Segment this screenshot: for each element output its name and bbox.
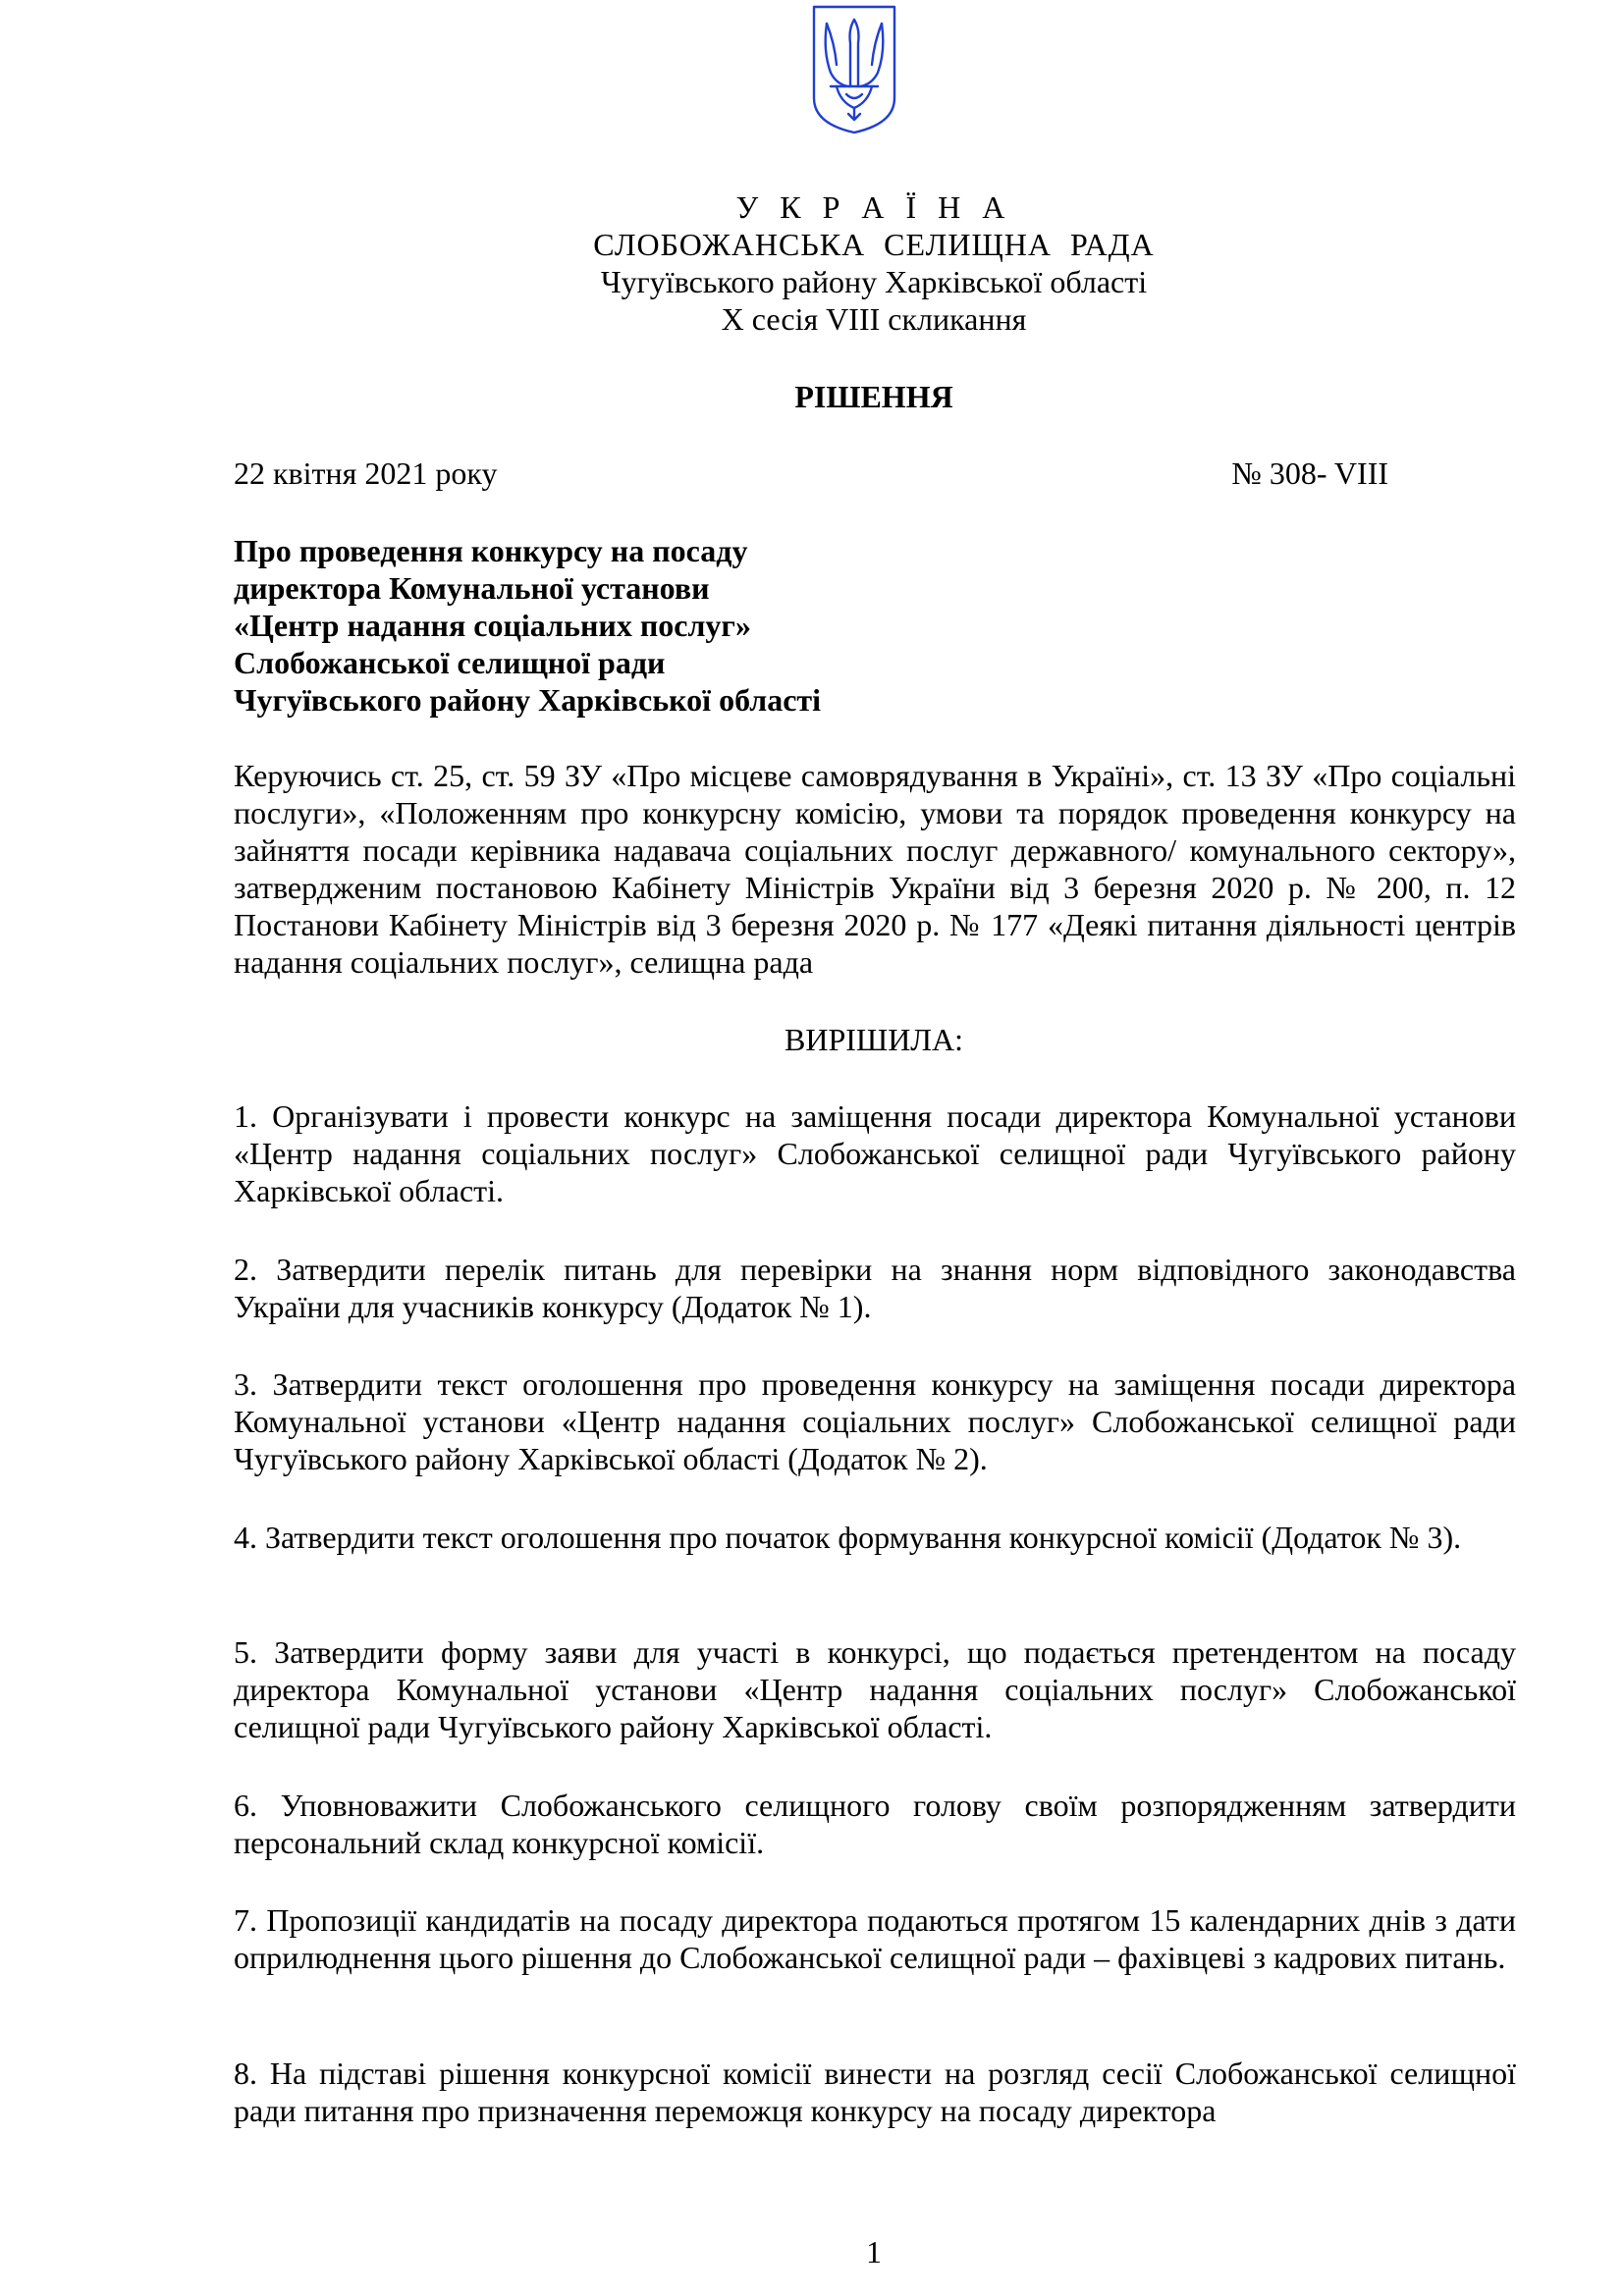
ukraine-trident-icon xyxy=(811,4,897,135)
document-date: 22 квітня 2021 року xyxy=(234,455,498,491)
resolution-point-6: 6. Уповноважити Слобожанського селищного голову своїм розпорядженням затвердити персональний склад конкурсної комісії. xyxy=(234,1788,1516,1860)
session-name: Х сесія VIII скликання xyxy=(721,301,1027,337)
council-name: СЛОБОЖАНСЬКА СЕЛИЩНА РАДА xyxy=(593,227,1155,262)
resolution-point-4: 4. Затвердити текст оголошення про початок формування конкурсної комісії (Додаток № 3). xyxy=(234,1520,1462,1555)
document-header xyxy=(0,188,1624,338)
resolved-heading: ВИРІШИЛА: xyxy=(785,1022,963,1057)
resolution-point-7: 7. Пропозиції кандидатів на посаду директора подаються протягом 15 календарних днів з дати оприлюднення цього рішення до Слобожанської селищної ради – фахівцеві з кадрових питань. xyxy=(234,1902,1516,1975)
subject-line: Про проведення конкурсу на посаду xyxy=(234,533,748,568)
subject-line: Слобожанської селищної ради xyxy=(234,645,666,680)
document-subject xyxy=(234,532,821,719)
resolution-point-2: 2. Затвердити перелік питань для перевірки на знання норм відповідного законодавства України для учасників конкурсу (Додаток № 1). xyxy=(234,1252,1516,1324)
resolution-point-1: 1. Організувати і провести конкурс на заміщення посади директора Комунальної установи «Центр надання соціальних послуг» Слобожанської селищної ради Чугуївського району Харківської області. xyxy=(234,1098,1516,1208)
resolution-point-3: 3. Затвердити текст оголошення про проведення конкурсу на заміщення посади директора Комунальної установи «Центр надання соціальних послуг» Слобожанської селищної ради Чугуївського району Харківської області (Додаток № 2). xyxy=(234,1366,1516,1476)
document-title: РІШЕННЯ xyxy=(794,379,953,414)
page-number: 1 xyxy=(866,2234,882,2269)
resolution-point-5: 5. Затвердити форму заяви для участі в конкурсі, що подається претендентом на посаду директора Комунальної установи «Центр надання соціальних послуг» Слобожанської селищної ради Чугуївського району Харківської області. xyxy=(234,1634,1516,1744)
subject-line: директора Комунальної установи xyxy=(234,570,710,606)
country-name: У К Р А Ї Н А xyxy=(735,189,1012,225)
subject-line: Чугуївського району Харківської області xyxy=(234,682,822,718)
document-number: № 308- VIII xyxy=(1231,455,1388,491)
resolution-point-8: 8. На підставі рішення конкурсної комісії винести на розгляд сесії Слобожанської селищної ради питання про призначення переможця конкурсу на посаду директора xyxy=(234,2056,1516,2128)
preamble-paragraph: Керуючись ст. 25, ст. 59 ЗУ «Про місцеве самоврядування в Україні», ст. 13 ЗУ «Про соціальні послуги», «Положенням про конкурсну комісію, умови та порядок проведення конкурсу на зайняття посади керівника надавача соціальних послуг державного/ комунального сектору», затвердженим постановою Кабінету Міністрів України від 3 березня 2020 р. № 200, п. 12 Постанови Кабінету Міністрів від 3 березня 2020 р. № 177 «Деякі питання діяльності центрів надання соціальних послуг», селищна рада xyxy=(234,758,1516,980)
subject-line: «Центр надання соціальних послуг» xyxy=(234,608,751,643)
district-name: Чугуївського району Харківської області xyxy=(600,264,1148,299)
